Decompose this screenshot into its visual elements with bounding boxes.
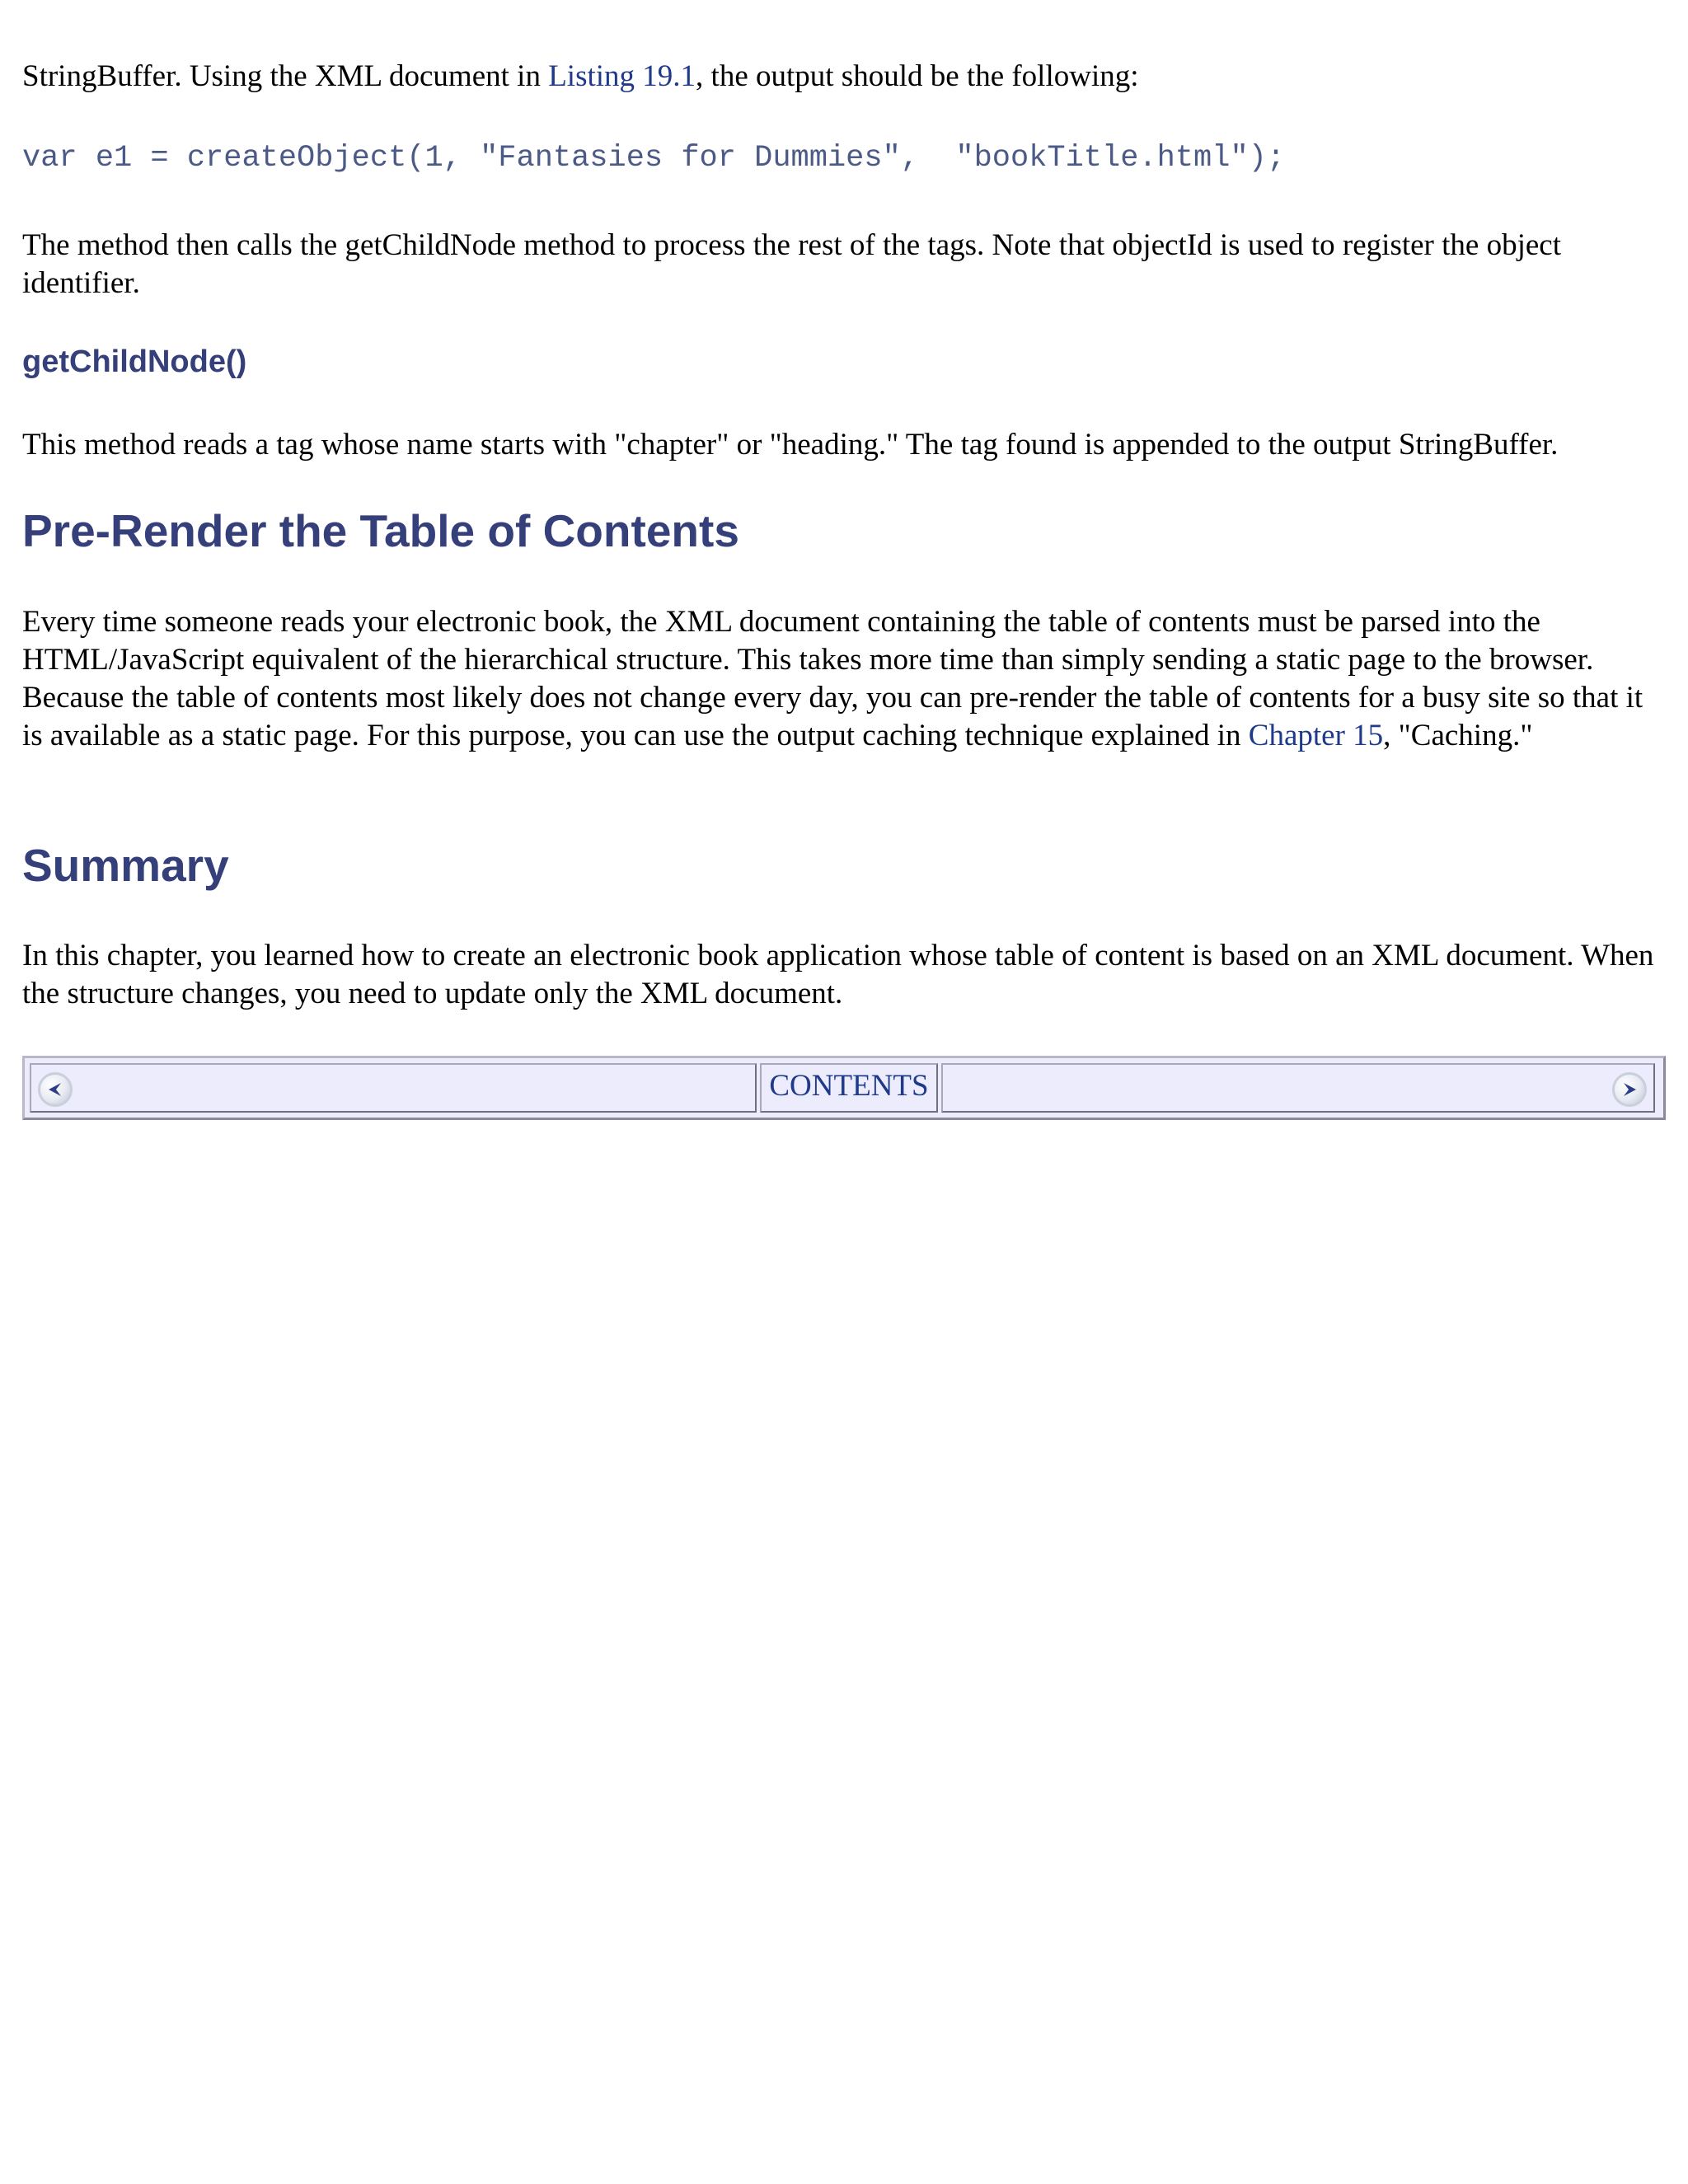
prerender-text-after: , "Caching." [1383, 719, 1533, 752]
objectid-paragraph: The method then calls the getChildNode method to process the rest of the tags. Note that objectId is used to register the object identifier. [22, 228, 1561, 300]
getchildnode-paragraph: This method reads a tag whose name starts with "chapter" or "heading." The tag found is appended to the output StringBuffer. [22, 428, 1559, 462]
nav-prev-cell [30, 1063, 757, 1113]
summary-paragraph: In this chapter, you learned how to create an electronic book application whose table of content is based on an XML document. When the structure changes, you need to update only the XML document. [22, 939, 1654, 1010]
listing-19-1-link[interactable]: Listing 19.1 [548, 59, 696, 93]
intro-paragraph [22, 58, 1666, 96]
intro-text-before: StringBuffer. Using the XML document in [22, 59, 549, 93]
prerender-text-before: Every time someone reads your electronic book, the XML document containing the table of contents must be parsed into the HTML/JavaScript equivalent of the hierarchical structure. This takes more time than simply sending a static page to the browser. Because the table of contents most likely does not change every day, you can pre-render the table of contents for a busy site so that it is available as a static page. For this purpose, you can use the output caching technique explained in [22, 605, 1643, 752]
prerender-paragraph [22, 603, 1666, 755]
right-arrow-icon[interactable] [1612, 1072, 1647, 1107]
left-arrow-icon[interactable] [38, 1072, 73, 1107]
getchildnode-heading: getChildNode() [22, 344, 247, 379]
nav-next-cell [941, 1063, 1655, 1113]
contents-link[interactable]: CONTENTS [769, 1069, 929, 1103]
prerender-heading: Pre-Render the Table of Contents [22, 505, 739, 556]
navigation-bar [22, 1056, 1666, 1120]
chapter-15-link[interactable]: Chapter 15 [1248, 719, 1384, 752]
summary-heading: Summary [22, 840, 229, 891]
code-sample: var e1 = createObject(1, "Fantasies for Dummies", "bookTitle.html"); [22, 141, 1286, 176]
nav-contents-cell [760, 1063, 938, 1113]
intro-text-after: , the output should be the following: [696, 59, 1139, 93]
